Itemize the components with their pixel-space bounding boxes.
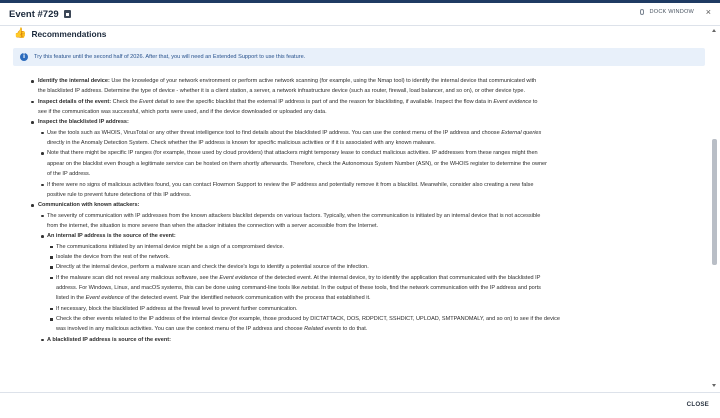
bullet	[31, 80, 34, 83]
scroll-down-arrow-icon[interactable]	[712, 384, 716, 387]
list-item: Identify the internal device: Use the knowledge of your network environment or perform active network scanning (for example, using the Nmap tool) to identify the internal device that communicated with	[38, 78, 537, 84]
sub-bullet	[41, 152, 44, 155]
nested-item-text: listed in the Event evidence of the detected event. Pair the identified network communication with the process that established it.	[56, 295, 371, 302]
dialog-title: Event #729	[9, 8, 59, 20]
thumbs-up-icon: 👍	[14, 28, 27, 39]
vertical-scrollbar[interactable]	[710, 26, 719, 392]
nested-item: Isolate the device from the rest of the network.	[56, 253, 170, 260]
square-bullet	[50, 266, 53, 269]
scrollbar-thumb[interactable]	[712, 139, 717, 265]
info-icon: i	[20, 53, 28, 61]
list-item-text: the blacklisted IP address. Determine the type of device - whether it is a client station, a server, a network infrastructure device (such as router, firewall, load balancer, and so on), or other device type.	[38, 88, 526, 95]
dialog-footer	[0, 392, 720, 418]
bullet	[31, 204, 34, 207]
bullet	[31, 101, 34, 104]
bullet	[31, 121, 34, 124]
sub-list-item: A blacklisted IP address is source of the event:	[47, 336, 171, 343]
sub-list-item: The severity of communication with IP addresses from the known attackers blacklist depends on various factors. Typically, when the communication is initiated by an internal device that is not accessible	[47, 212, 541, 219]
clipboard-icon[interactable]	[64, 10, 71, 18]
list-item-text: see if the communication was successful, which ports were used, and if the device downloaded or uploaded any data.	[38, 109, 327, 116]
square-bullet	[50, 246, 53, 249]
close-button[interactable]: CLOSE	[686, 401, 709, 408]
sub-bullet	[41, 339, 44, 342]
section-title: Recommendations	[31, 28, 107, 39]
dialog-header	[0, 3, 720, 26]
sub-bullet	[41, 184, 44, 187]
nested-item: The communications initiated by an internal device might be a sign of a compromised device.	[56, 243, 285, 250]
dock-window-button[interactable]	[640, 9, 694, 15]
square-bullet	[50, 277, 53, 280]
sub-list-item-text: positive rule to prevent future detections of this IP address.	[47, 191, 192, 198]
sub-list-item: An internal IP address is the source of the event:	[47, 233, 176, 240]
nested-item-text: was involved in any malicious activities. You can use the context menu of the IP address and choose Related events to do that.	[56, 326, 368, 333]
list-item: Communication with known attackers:	[38, 202, 140, 209]
sub-list-item: Note that there might be specific IP ranges (for example, those used by cloud providers) that attackers might temporary lease to conduct malicious activities. IP addresses from these ranges might then	[47, 150, 538, 157]
dock-window-label: DOCK WINDOW	[649, 9, 694, 15]
recommendations-header	[14, 28, 106, 39]
recommendations-content	[0, 76, 708, 392]
sub-list-item: Use the tools such as WHOIS, VirusTotal or any other threat intelligence tool to find details about the blacklisted IP address. You can use the context menu of the IP address and choose External queries	[47, 129, 542, 136]
info-text: Try this feature until the second half of 2026. After that, you will need an Extended Support to use this feature.	[34, 54, 306, 60]
nested-item: If necessary, block the blacklisted IP address at the firewall level to prevent further communication.	[56, 305, 298, 312]
nested-item: If the malware scan did not reveal any malicious software, see the Event evidence of the detected event. At the internal device, try to identify the application that communicated with the blacklisted IP	[56, 274, 541, 281]
square-bullet	[50, 308, 53, 311]
nested-item-text: address. For Windows, Linux, and macOS systems, this can be done using command-line tools like netstat. In the output of these tools, find the network communication with the IP address and ports	[56, 285, 541, 291]
sub-list-item: If there were no signs of malicious activities found, you can contact Flowmon Support to review the IP address and potentially remove it from a blacklist. Meanwhile, consider also creating a new false	[47, 181, 534, 188]
nested-item: Check the other events related to the IP address of the internal device (for example, those produced by DICTATTACK, DOS, RDPDICT, SSHDICT, UPLOAD, SMTPANOMALY, and so on) to see if the device	[56, 316, 560, 323]
list-item: Inspect the blacklisted IP address:	[38, 119, 129, 126]
scroll-up-arrow-icon[interactable]	[712, 29, 716, 32]
info-banner	[13, 48, 705, 66]
sub-list-item-text: of the IP address.	[47, 171, 91, 178]
close-icon[interactable]: ×	[705, 7, 711, 17]
nested-item: Directly at the internal device, perform a malware scan and check the device's logs to identify a potential source of the infection.	[56, 264, 369, 271]
square-bullet	[50, 256, 53, 259]
sub-bullet	[41, 132, 44, 135]
list-item: Inspect details of the event: Check the Event detail to see the specific blacklist that the external IP address is part of and the reason for blacklisting, if available. Inspect the flow data in Event evidence to	[38, 98, 538, 105]
sub-list-item-text: directly in the Anomaly Detection System. Check whether the IP address is known for specific malicious activities or if it is associated with any known malware.	[47, 140, 436, 147]
sub-bullet	[41, 215, 44, 218]
sub-bullet	[41, 235, 44, 238]
square-bullet	[50, 318, 53, 321]
dock-window-icon	[640, 9, 644, 15]
sub-list-item-text: from the internet, the situation is more severe than when the attacker initiates the connection with a server accessible from the Internet.	[47, 222, 379, 229]
sub-list-item-text: appear on the blacklist even though a legitimate service can be hosted on them shortly afterwards. Therefore, check the Autonomous System Number (ASN), or the WHOIS register to determine the owner	[47, 160, 547, 167]
